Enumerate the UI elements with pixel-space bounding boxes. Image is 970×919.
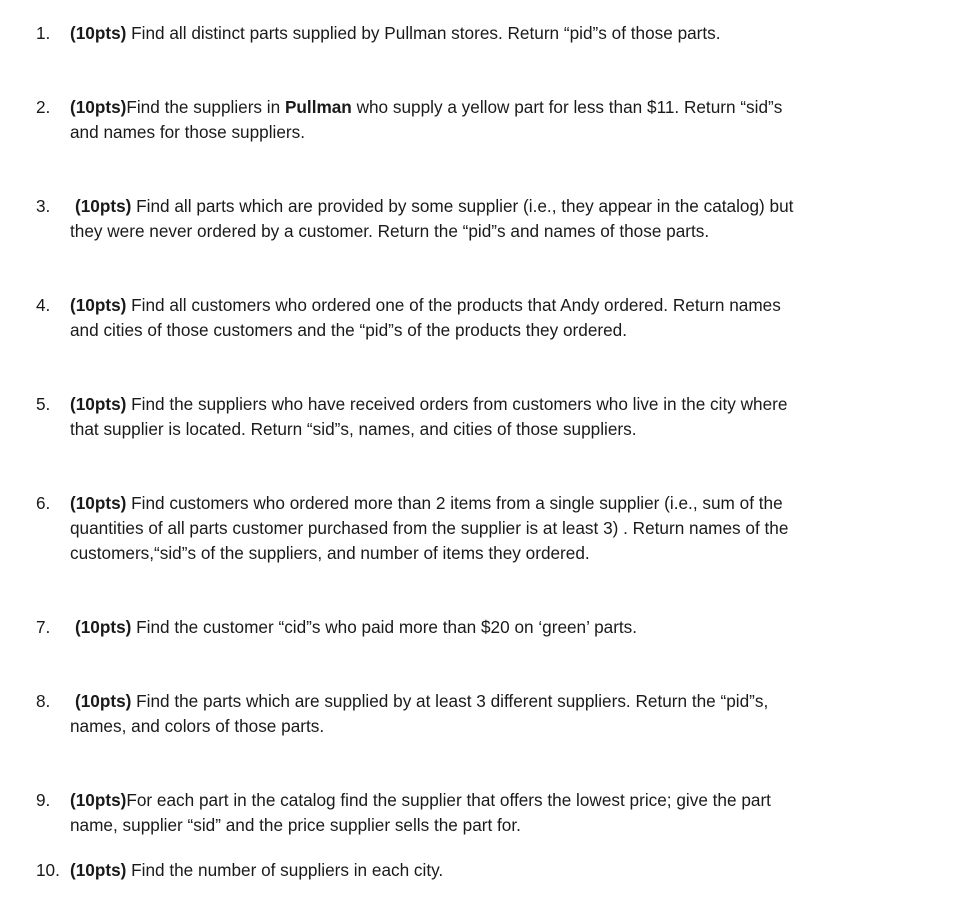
question-text-line [70,318,936,343]
question-text [75,615,936,640]
question-item [36,21,936,46]
text-segment: quantities of all parts customer purchased from the supplier is at least 3) . Return names of the [70,518,789,538]
points-label: (10pts) [75,196,132,216]
question-item [36,95,936,145]
question-number: 5. [36,394,51,414]
question-text-line [70,219,936,244]
question-text-line [75,194,936,219]
points-label: (10pts) [70,790,127,810]
bold-term: Pullman [284,97,352,117]
question-text-line [70,392,936,417]
text-segment: and names for those suppliers. [70,122,306,142]
text-segment: and cities of those customers and the “pid”s of the products they ordered. [70,320,627,340]
text-segment: Find the number of suppliers in each city. [126,860,444,880]
question-text [70,788,936,838]
question-text-line [75,689,936,714]
text-segment: they were never ordered by a customer. Return the “pid”s and names of those parts. [70,221,710,241]
question-number: 1. [36,23,51,43]
points-label: (10pts) [75,691,132,711]
text-segment: Find the parts which are supplied by at least 3 different suppliers. Return the “pid”s, [131,691,769,711]
question-text-line [70,95,936,120]
question-item [36,858,936,883]
question-item [36,194,936,244]
text-segment: Find the suppliers in [126,97,285,117]
text-segment: Find all distinct parts supplied by Pullman stores. Return “pid”s of those parts. [126,23,721,43]
question-number: 7. [36,617,51,637]
question-text [70,95,936,145]
text-segment: name, supplier “sid” and the price supplier sells the part for. [70,815,521,835]
question-text-line [70,541,936,566]
text-segment: names, and colors of those parts. [70,716,325,736]
text-segment: Find the customer “cid”s who paid more than $20 on ‘green’ parts. [131,617,638,637]
points-label: (10pts) [70,23,127,43]
question-text [70,293,936,343]
question-text [70,491,936,566]
question-text-line [75,615,936,640]
question-item [36,689,936,739]
question-number: 3. [36,196,51,216]
points-label: (10pts) [70,860,127,880]
text-segment: Find all customers who ordered one of the products that Andy ordered. Return names [126,295,781,315]
question-item [36,293,936,343]
question-item [36,392,936,442]
question-text-line [70,491,936,516]
question-number: 2. [36,97,51,117]
question-text [70,858,936,883]
text-segment: who supply a yellow part for less than $11. Return “sid”s [351,97,783,117]
text-segment: customers,“sid”s of the suppliers, and number of items they ordered. [70,543,590,563]
text-segment: that supplier is located. Return “sid”s, names, and cities of those suppliers. [70,419,637,439]
question-number: 4. [36,295,51,315]
question-item [36,615,936,640]
question-text-line [70,120,936,145]
question-text-line [70,714,936,739]
points-label: (10pts) [70,394,127,414]
question-text-line [70,516,936,541]
question-text-line [70,813,936,838]
question-text [70,689,936,739]
text-segment: Find the suppliers who have received orders from customers who live in the city where [126,394,788,414]
question-text-line [70,21,936,46]
question-number: 6. [36,493,51,513]
points-label: (10pts) [70,493,127,513]
question-number: 8. [36,691,51,711]
question-text [70,21,936,46]
points-label: (10pts) [70,97,127,117]
question-text-line [70,417,936,442]
question-item [36,491,936,566]
points-label: (10pts) [70,295,127,315]
question-text-line [70,293,936,318]
question-number: 9. [36,790,51,810]
text-segment: Find all parts which are provided by some supplier (i.e., they appear in the catalog) but [131,196,794,216]
question-text [70,392,936,442]
text-segment: For each part in the catalog find the supplier that offers the lowest price; give the part [126,790,771,810]
question-number: 10. [36,860,60,880]
text-segment: Find customers who ordered more than 2 items from a single supplier (i.e., sum of the [126,493,783,513]
question-text [70,194,936,244]
question-text-line [70,858,936,883]
question-item [36,788,936,838]
question-text-line [70,788,936,813]
points-label: (10pts) [75,617,132,637]
